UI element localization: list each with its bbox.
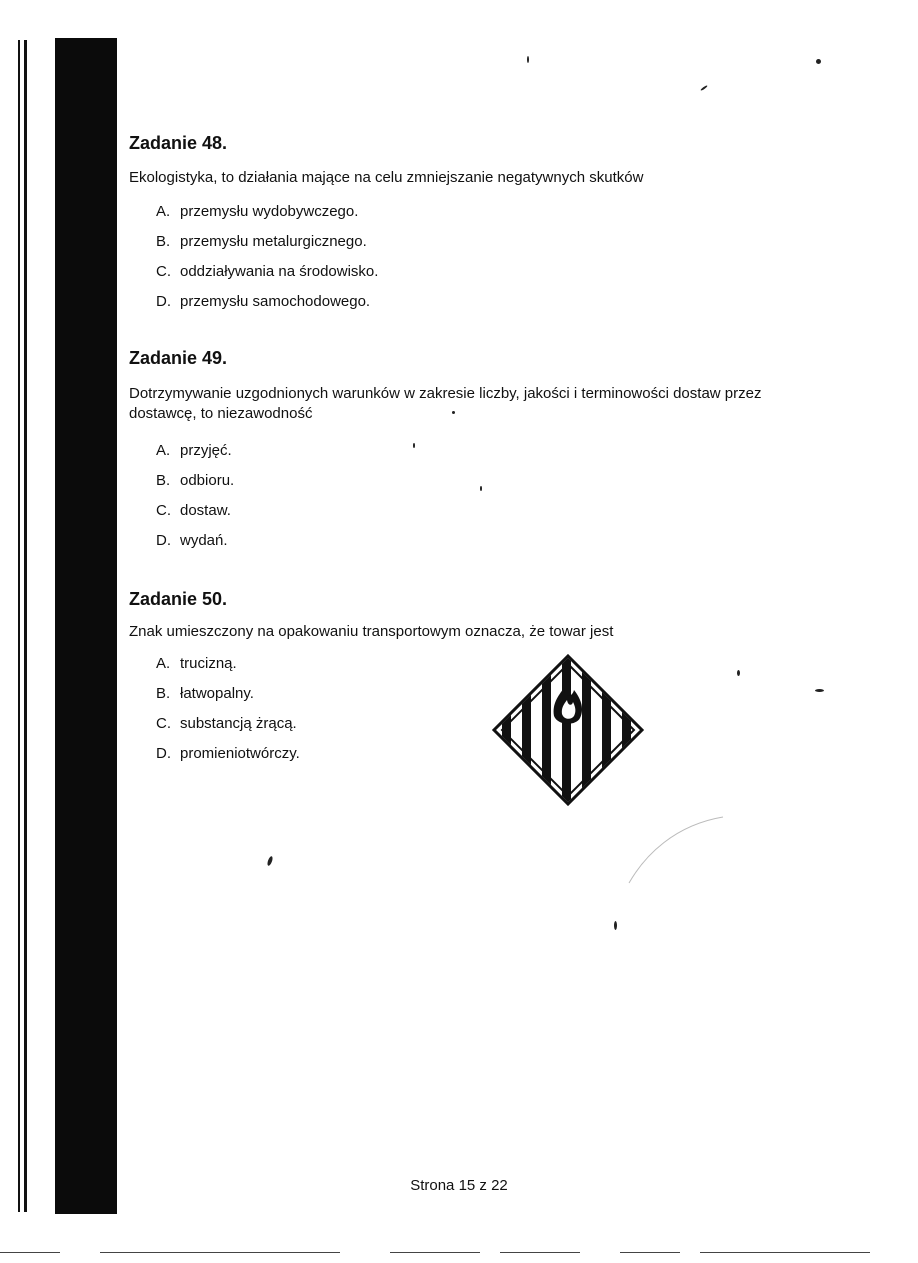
scan-artifact-arc	[625, 815, 725, 885]
scan-edge-line	[18, 40, 20, 1212]
answer-option: C. dostaw.	[156, 502, 231, 519]
question-49-title: Zadanie 49.	[129, 348, 228, 368]
answer-option: A. trucizną.	[156, 655, 237, 672]
question-48-answers	[156, 202, 378, 322]
answer-option: C. substancją żrącą.	[156, 715, 297, 732]
question-49-answers	[156, 441, 234, 561]
question-50-answers	[156, 654, 300, 774]
scan-speck	[700, 85, 708, 91]
question-48-title: Zadanie 48.	[129, 133, 228, 153]
scan-bottom-rule	[700, 1252, 870, 1253]
answer-option: B. odbioru.	[156, 472, 235, 489]
scan-speck	[815, 689, 824, 692]
answer-option: B. przemysłu metalurgicznego.	[156, 233, 367, 250]
answer-option: B. łatwopalny.	[156, 685, 254, 702]
scan-speck	[452, 411, 455, 414]
answer-option: D. wydań.	[156, 532, 228, 549]
question-49-text: Dotrzymywanie uzgodnionych warunków w zakresie liczby, jakości i terminowości dostaw przez dostawcę, to niezawodność	[129, 385, 762, 422]
scan-edge-line	[24, 40, 27, 1212]
question-50-title: Zadanie 50.	[129, 589, 228, 609]
scan-speck	[737, 670, 740, 676]
scan-speck	[413, 443, 415, 448]
scan-shadow-bar	[55, 38, 117, 1214]
answer-option: D. promieniotwórczy.	[156, 745, 300, 762]
answer-option: A. przemysłu wydobywczego.	[156, 203, 359, 220]
scan-bottom-rule	[100, 1252, 340, 1253]
scan-bottom-rule	[0, 1252, 60, 1253]
scan-speck	[480, 486, 482, 491]
scan-bottom-rule	[500, 1252, 580, 1253]
question-50-text: Znak umieszczony na opakowaniu transportowym oznacza, że towar jest	[129, 623, 614, 640]
page-number: Strona 15 z 22	[410, 1177, 508, 1194]
scan-speck	[614, 921, 617, 930]
scan-speck	[527, 56, 529, 63]
scan-bottom-rule	[390, 1252, 480, 1253]
answer-option: D. przemysłu samochodowego.	[156, 293, 371, 310]
scan-speck	[266, 856, 273, 867]
hazard-diamond-flammable-solid-icon	[492, 654, 644, 806]
question-48-text: Ekologistyka, to działania mające na celu zmniejszanie negatywnych skutków	[129, 169, 644, 186]
answer-option: A. przyjęć.	[156, 442, 232, 459]
scan-speck	[816, 59, 821, 64]
answer-option: C. oddziaływania na środowisko.	[156, 263, 379, 280]
scan-bottom-rule	[620, 1252, 680, 1253]
